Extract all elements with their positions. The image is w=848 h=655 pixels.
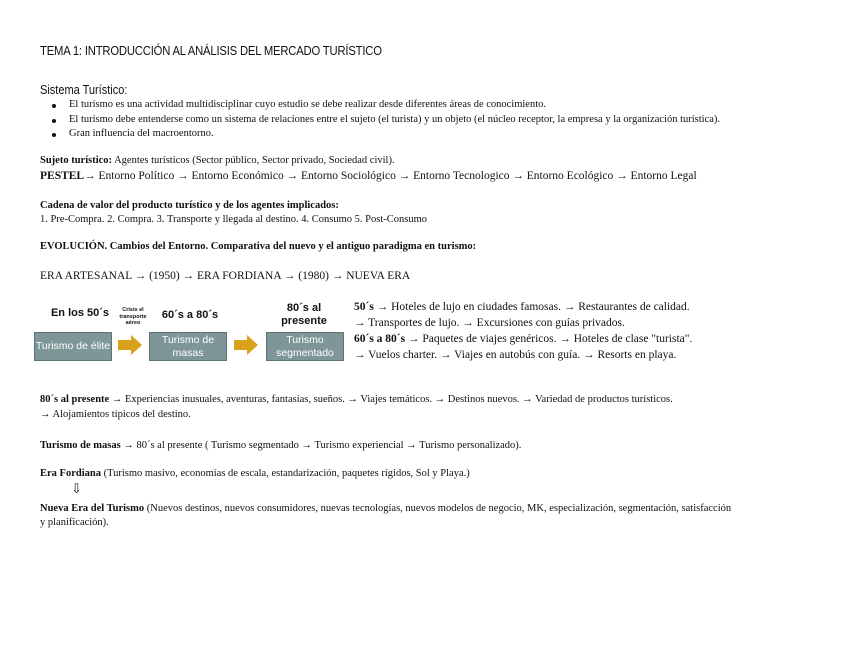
list-item: El turismo debe entenderse como un sistema de relaciones entre el sujeto (el turista) y un objeto (el núcleo receptor, la empresa y la organización turística). bbox=[40, 113, 720, 128]
box-turismo-elite: Turismo de élite bbox=[34, 332, 112, 361]
sujeto-line bbox=[40, 154, 395, 168]
presente-line: 80´s al presente → Experiencias inusuales, aventuras, fantasías, sueños. → Viajes temáticos. → Destinos nuevos. → Variedad de productos turísticos. bbox=[40, 394, 673, 405]
box-turismo-segmentado: Turismo segmentado bbox=[266, 332, 344, 361]
nueva-era-line: Nueva Era del Turismo (Nuevos destinos, nuevos consumidores, nuevas tecnologías, nuevos modelos de negocio, MK, especialización, segmentación, satisfacción bbox=[40, 503, 732, 514]
arrow-right-shape bbox=[234, 335, 258, 355]
fordiana-line: Era Fordiana (Turismo masivo, economías de escala, estandarización, paquetes rígidos, Sol y Playa.) bbox=[40, 468, 470, 479]
pestel-text: → Entorno Político → Entorno Económico → Entorno Sociológico → Entorno Tecnologico → Entorno Ecológico → Entorno Legal bbox=[84, 170, 697, 182]
page-title: TEMA 1: INTRODUCCIÓN AL ANÁLISIS DEL MERCADO TURÍSTICO bbox=[40, 44, 382, 58]
arrow-right-icon bbox=[234, 335, 258, 355]
sistema-bullet-list bbox=[40, 98, 720, 142]
list-item: Gran influencia del macroentorno. bbox=[40, 127, 720, 142]
nueva-era-line2: y planificación). bbox=[40, 517, 109, 528]
stage-label-80s-presente: 80´s al presente bbox=[281, 302, 327, 327]
list-item: El turismo es una actividad multidisciplinar cuyo estudio se debe realizar desde diferentes áreas de conocimiento. bbox=[40, 98, 720, 113]
cadena-steps: 1. Pre-Compra. 2. Compra. 3. Transporte y llegada al destino. 4. Consumo 5. Post-Consumo bbox=[40, 214, 428, 225]
pestel-label: PESTEL bbox=[40, 170, 85, 182]
evolucion-heading: EVOLUCIÓN. Cambios del Entorno. Comparativa del nuevo y el antiguo paradigma en turismo: bbox=[40, 241, 477, 252]
sujeto-label: Sujeto turístico: bbox=[40, 155, 113, 166]
down-arrow-icon: ⇩ bbox=[71, 481, 82, 496]
arrow-right-icon bbox=[118, 335, 142, 355]
stage-label-50s: En los 50´s bbox=[50, 307, 110, 319]
sujeto-text: Agentes turísticos (Sector público, Sector privado, Sociedad civil). bbox=[112, 155, 395, 166]
box-turismo-masas: Turismo de masas bbox=[149, 332, 227, 361]
decade-50s-line2: → Transportes de lujo. → Excursiones con guías privados. bbox=[354, 317, 625, 329]
arrow-right-shape bbox=[118, 335, 142, 355]
eras-line: ERA ARTESANAL → (1950) → ERA FORDIANA → (1980) → NUEVA ERA bbox=[40, 270, 411, 282]
presente-line2: → Alojamientos típicos del destino. bbox=[40, 409, 191, 420]
stage-label-60s-80s: 60´s a 80´s bbox=[161, 309, 219, 321]
decade-50s-line: 50´s → Hoteles de lujo en ciudades famosas. → Restaurantes de calidad. bbox=[354, 301, 690, 313]
section-heading-sistema: Sistema Turístico: bbox=[40, 83, 128, 97]
crisis-label: Crisis el transporte aéreo bbox=[119, 307, 147, 326]
cadena-heading: Cadena de valor del producto turístico y de los agentes implicados: bbox=[40, 200, 339, 211]
decade-60s-line: 60´s a 80´s → Paquetes de viajes genéricos. → Hoteles de clase "turista". bbox=[354, 333, 693, 345]
masas-line: Turismo de masas → 80´s al presente ( Turismo segmentado → Turismo experiencial → Turismo personalizado). bbox=[40, 440, 522, 451]
pestel-line bbox=[40, 169, 697, 184]
decade-60s-line2: → Vuelos charter. → Viajes en autobús con guía. → Resorts en playa. bbox=[354, 349, 677, 361]
